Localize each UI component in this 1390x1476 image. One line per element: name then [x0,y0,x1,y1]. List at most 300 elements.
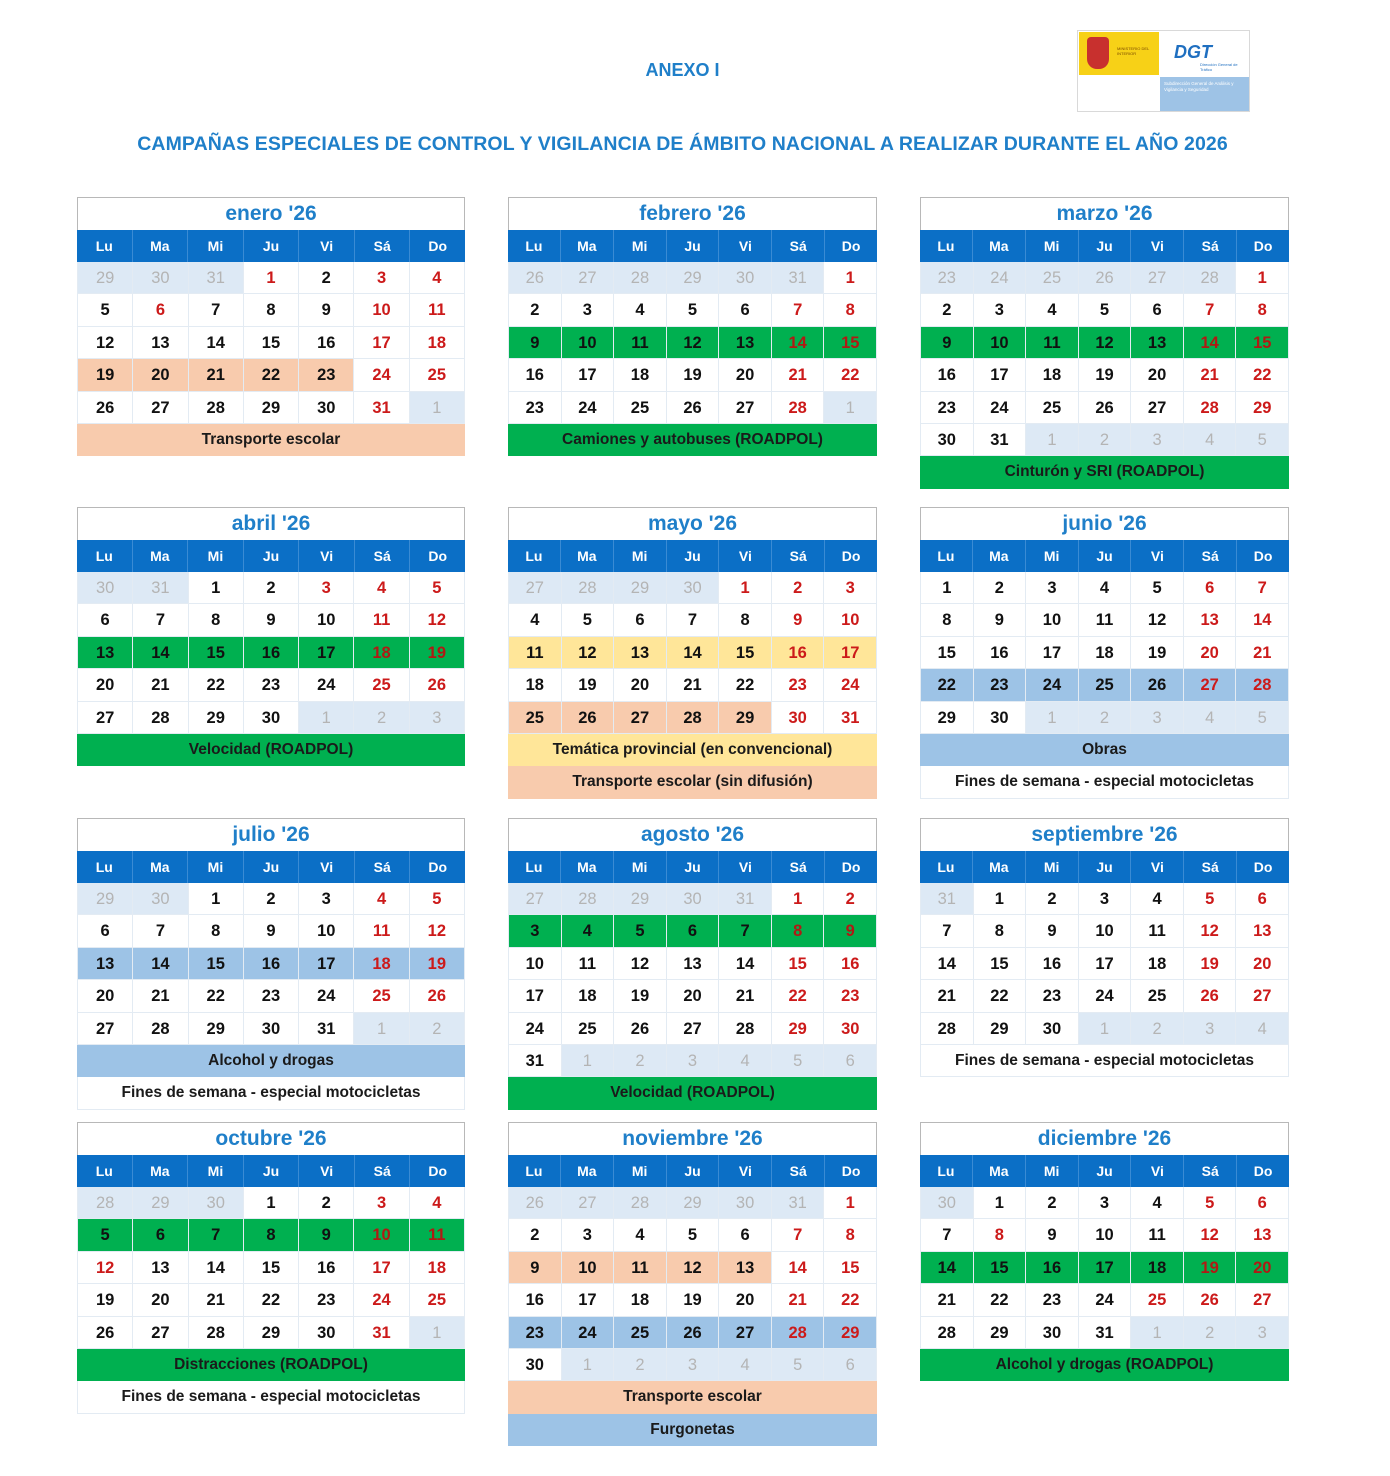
day-cell: 22 [921,669,974,701]
week-row [921,948,1288,980]
day-cell: 28 [1184,392,1237,424]
day-cell: 12 [1131,604,1184,636]
day-cell: 19 [1079,359,1132,391]
day-cell: 21 [772,1284,825,1316]
day-cell: 31 [133,572,188,604]
day-cell: 17 [354,1252,409,1284]
day-cell: 17 [1079,1252,1132,1284]
weekday-label: Ma [561,230,614,262]
day-cell: 23 [509,1317,562,1349]
day-cell: 2 [772,572,825,604]
day-cell: 11 [509,637,562,669]
week-row [921,702,1288,734]
day-cell: 4 [354,883,409,915]
day-cell: 19 [410,637,464,669]
day-cell: 21 [133,980,188,1012]
day-cell: 15 [189,637,244,669]
day-cell: 3 [562,1219,615,1251]
week-row [78,915,464,947]
day-cell: 6 [719,294,772,326]
day-cell: 18 [410,1252,464,1284]
day-cell: 15 [719,637,772,669]
day-cell: 15 [244,327,299,359]
day-cell: 7 [189,294,244,326]
day-cell: 9 [244,604,299,636]
day-grid [77,883,465,1045]
day-cell: 15 [974,948,1027,980]
month-calendar [508,507,877,799]
week-row [78,572,464,604]
day-cell: 26 [1079,262,1132,294]
day-cell: 27 [133,392,188,424]
month-calendar [920,197,1289,489]
campaign-legend: Fines de semana - especial motocicletas [77,1077,465,1109]
day-cell: 31 [189,262,244,294]
day-cell: 1 [974,883,1027,915]
day-cell: 21 [189,1284,244,1316]
month-title: diciembre '26 [920,1122,1289,1155]
day-grid [508,262,877,424]
day-cell: 3 [299,572,354,604]
spain-coat-of-arms-icon [1079,32,1159,75]
day-cell: 6 [133,1219,188,1251]
day-cell: 24 [562,392,615,424]
day-cell: 30 [772,702,825,734]
day-cell: 30 [299,392,354,424]
week-row [509,702,876,734]
day-cell: 16 [921,359,974,391]
day-cell: 26 [667,1317,720,1349]
day-cell: 27 [1236,1284,1288,1316]
day-cell: 22 [244,359,299,391]
campaign-legend: Transporte escolar (sin difusión) [508,766,877,798]
day-cell: 31 [509,1045,562,1077]
day-cell: 12 [1079,327,1132,359]
day-cell: 9 [509,1252,562,1284]
day-cell: 5 [667,294,720,326]
day-cell: 22 [244,1284,299,1316]
day-cell: 6 [614,604,667,636]
day-cell: 27 [667,1013,720,1045]
day-cell: 5 [1131,572,1184,604]
week-row [921,424,1288,456]
day-cell: 13 [614,637,667,669]
day-cell: 15 [244,1252,299,1284]
day-cell: 11 [614,1252,667,1284]
day-cell: 7 [667,604,720,636]
weekday-label: Do [428,859,448,875]
weekday-header [77,851,465,883]
day-cell: 11 [1131,1219,1184,1251]
day-cell: 11 [562,948,615,980]
day-cell: 7 [719,915,772,947]
day-cell: 9 [1026,1219,1079,1251]
day-cell: 17 [1079,948,1132,980]
day-cell: 3 [354,262,409,294]
day-cell: 29 [974,1013,1027,1045]
week-row [921,604,1288,636]
day-cell: 21 [921,1284,974,1316]
day-cell: 29 [921,702,974,734]
campaign-legend: Alcohol y drogas (ROADPOL) [920,1349,1289,1381]
day-cell: 22 [974,1284,1027,1316]
day-cell: 31 [974,424,1027,456]
month-title: octubre '26 [77,1122,465,1155]
weekday-label: Ma [973,230,1026,262]
day-cell: 24 [974,392,1027,424]
weekday-label: Ma [133,851,189,883]
day-cell: 14 [189,327,244,359]
weekday-label: Ju [1079,540,1132,572]
day-cell: 30 [667,572,720,604]
day-cell: 20 [1184,637,1237,669]
day-cell: 5 [562,604,615,636]
day-cell: 11 [410,1219,464,1251]
day-cell: 27 [78,1013,133,1045]
weekday-header [508,1155,877,1187]
day-cell: 23 [772,669,825,701]
day-cell: 11 [354,915,409,947]
day-cell: 6 [133,294,188,326]
weekday-label: Mi [1026,230,1079,262]
day-cell: 16 [299,327,354,359]
weekday-label: Sá [772,540,825,572]
weekday-label: Lu [77,540,133,572]
ministry-dgt-logo [1077,30,1250,112]
day-cell: 27 [719,1317,772,1349]
day-cell: 24 [974,262,1027,294]
day-cell: 25 [1079,669,1132,701]
day-cell: 29 [974,1317,1027,1349]
day-cell: 23 [244,980,299,1012]
ministry-label: MINISTERIO DEL INTERIOR [1117,46,1150,56]
subdirectorate-label: Subdirección General de Análisis y Vigilancia y Seguridad [1160,77,1249,111]
day-cell: 16 [974,637,1027,669]
day-cell: 1 [562,1045,615,1077]
day-cell: 28 [614,1187,667,1219]
day-cell: 30 [244,1013,299,1045]
weekday-header [77,540,465,572]
day-cell: 1 [772,883,825,915]
day-cell: 24 [1026,669,1079,701]
day-cell: 17 [824,637,876,669]
weekday-label: Ma [973,540,1026,572]
day-cell: 18 [509,669,562,701]
day-cell: 4 [719,1045,772,1077]
day-cell: 16 [244,637,299,669]
week-row [78,980,464,1012]
day-cell: 10 [299,604,354,636]
day-cell: 1 [354,1013,409,1045]
day-cell: 24 [824,669,876,701]
week-row [509,327,876,359]
day-cell: 3 [410,702,464,734]
week-row [78,883,464,915]
weekday-label: Ma [133,1155,189,1187]
day-cell: 25 [509,702,562,734]
day-cell: 19 [667,359,720,391]
day-cell: 3 [299,883,354,915]
day-cell: 12 [410,915,464,947]
weekday-label: Ju [1079,1155,1132,1187]
day-grid [77,572,465,734]
weekday-header [920,1155,1289,1187]
weekday-header [508,540,877,572]
day-cell: 7 [921,1219,974,1251]
week-row [78,1252,464,1284]
weekday-label: Ma [973,851,1026,883]
month-calendar [508,818,877,1110]
day-cell: 19 [1184,948,1237,980]
day-cell: 5 [772,1045,825,1077]
weekday-label: Sá [355,230,411,262]
day-cell: 13 [719,327,772,359]
day-cell: 27 [78,702,133,734]
day-cell: 29 [824,1317,876,1349]
day-cell: 11 [1026,327,1079,359]
day-cell: 8 [824,1219,876,1251]
day-cell: 29 [244,392,299,424]
weekday-label: Sá [1184,230,1237,262]
day-cell: 20 [133,1284,188,1316]
day-cell: 20 [1236,948,1288,980]
weekday-label: Vi [719,1155,772,1187]
day-cell: 8 [1236,294,1288,326]
day-cell: 11 [354,604,409,636]
weekday-label: Mi [1026,540,1079,572]
day-cell: 11 [410,294,464,326]
day-cell: 1 [1131,1317,1184,1349]
weekday-header [920,230,1289,262]
day-cell: 23 [824,980,876,1012]
weekday-label: Sá [772,230,825,262]
day-cell: 1 [921,572,974,604]
day-grid [77,1187,465,1349]
day-cell: 6 [1236,1187,1288,1219]
day-cell: 4 [354,572,409,604]
day-cell: 26 [1131,669,1184,701]
week-row [509,392,876,424]
weekday-label: Lu [508,230,561,262]
weekday-label: Ma [561,851,614,883]
day-cell: 28 [562,572,615,604]
day-cell: 29 [772,1013,825,1045]
day-cell: 29 [719,702,772,734]
day-cell: 1 [244,262,299,294]
day-cell: 1 [974,1187,1027,1219]
day-cell: 3 [974,294,1027,326]
weekday-header [508,851,877,883]
day-cell: 16 [1026,1252,1079,1284]
day-cell: 23 [299,1284,354,1316]
day-cell: 28 [1184,262,1237,294]
day-cell: 24 [354,359,409,391]
day-cell: 29 [244,1317,299,1349]
day-cell: 17 [299,948,354,980]
campaign-legend: Velocidad (ROADPOL) [77,734,465,766]
day-cell: 15 [1236,327,1288,359]
day-cell: 31 [1079,1317,1132,1349]
day-cell: 3 [509,915,562,947]
day-cell: 20 [719,359,772,391]
day-cell: 29 [614,883,667,915]
week-row [78,702,464,734]
day-cell: 15 [974,1252,1027,1284]
weekday-header [920,851,1289,883]
campaign-legend: Fines de semana - especial motocicletas [920,766,1289,798]
day-cell: 31 [824,702,876,734]
day-cell: 9 [299,1219,354,1251]
day-cell: 19 [410,948,464,980]
day-cell: 21 [667,669,720,701]
day-grid [508,883,877,1077]
day-cell: 26 [562,702,615,734]
day-cell: 2 [509,1219,562,1251]
day-cell: 22 [189,980,244,1012]
day-cell: 2 [614,1349,667,1381]
day-cell: 10 [1026,604,1079,636]
day-cell: 2 [244,883,299,915]
day-cell: 30 [719,262,772,294]
weekday-header [508,230,877,262]
week-row [78,294,464,326]
week-row [921,1187,1288,1219]
day-grid [920,262,1289,456]
weekday-label: Lu [920,540,973,572]
weekday-label: Lu [920,851,973,883]
day-cell: 25 [1026,262,1079,294]
day-cell: 25 [410,1284,464,1316]
week-row [921,669,1288,701]
day-cell: 14 [667,637,720,669]
day-cell: 7 [772,294,825,326]
day-cell: 4 [410,1187,464,1219]
week-row [509,1317,876,1349]
day-cell: 9 [509,327,562,359]
weekday-label: Vi [719,851,772,883]
day-cell: 8 [772,915,825,947]
weekday-label: Vi [299,851,355,883]
day-cell: 17 [509,980,562,1012]
day-cell: 16 [509,1284,562,1316]
weekday-label: Mi [188,230,244,262]
campaign-legend: Camiones y autobuses (ROADPOL) [508,424,877,456]
day-cell: 9 [974,604,1027,636]
day-cell: 2 [1026,1187,1079,1219]
week-row [509,1349,876,1381]
day-cell: 27 [1236,980,1288,1012]
week-row [78,1317,464,1349]
day-cell: 27 [133,1317,188,1349]
week-row [78,1187,464,1219]
day-cell: 30 [133,262,188,294]
week-row [921,392,1288,424]
week-row [509,572,876,604]
week-row [78,604,464,636]
day-cell: 2 [824,883,876,915]
day-cell: 4 [614,294,667,326]
day-cell: 18 [410,327,464,359]
day-cell: 2 [1131,1013,1184,1045]
day-cell: 21 [719,980,772,1012]
day-cell: 5 [78,294,133,326]
week-row [509,1219,876,1251]
weekday-label: Sá [1184,1155,1237,1187]
day-cell: 5 [1236,424,1288,456]
week-row [78,637,464,669]
day-cell: 14 [772,327,825,359]
day-cell: 18 [354,637,409,669]
day-cell: 4 [509,604,562,636]
day-cell: 12 [78,1252,133,1284]
week-row [921,883,1288,915]
day-cell: 2 [244,572,299,604]
weekday-label: Mi [1026,851,1079,883]
day-cell: 24 [1079,980,1132,1012]
day-cell: 7 [1184,294,1237,326]
day-cell: 26 [78,1317,133,1349]
day-cell: 24 [299,669,354,701]
day-cell: 29 [614,572,667,604]
day-cell: 10 [509,948,562,980]
day-cell: 5 [1079,294,1132,326]
day-cell: 16 [244,948,299,980]
day-cell: 23 [974,669,1027,701]
day-cell: 16 [509,359,562,391]
day-cell: 24 [562,1317,615,1349]
day-cell: 13 [133,327,188,359]
weekday-label: Vi [719,230,772,262]
day-cell: 26 [1184,1284,1237,1316]
campaign-legend: Transporte escolar [508,1381,877,1413]
week-row [921,980,1288,1012]
day-cell: 15 [824,327,876,359]
day-cell: 6 [824,1045,876,1077]
day-cell: 13 [667,948,720,980]
day-cell: 22 [1236,359,1288,391]
week-row [921,262,1288,294]
month-calendar [77,507,465,766]
day-cell: 17 [974,359,1027,391]
day-cell: 28 [189,1317,244,1349]
day-cell: 13 [78,948,133,980]
day-cell: 17 [562,359,615,391]
weekday-label: Ju [667,540,720,572]
day-cell: 5 [667,1219,720,1251]
weekday-label: Mi [614,851,667,883]
dgt-logo-icon [1160,32,1249,75]
day-cell: 3 [667,1349,720,1381]
day-cell: 2 [509,294,562,326]
day-cell: 10 [562,327,615,359]
day-cell: 5 [614,915,667,947]
day-cell: 10 [354,294,409,326]
day-cell: 13 [719,1252,772,1284]
day-cell: 21 [921,980,974,1012]
day-cell: 1 [189,883,244,915]
day-cell: 9 [824,915,876,947]
weekday-label: Do [1253,859,1273,875]
day-cell: 6 [1236,883,1288,915]
day-cell: 17 [354,327,409,359]
day-cell: 23 [244,669,299,701]
day-cell: 25 [354,980,409,1012]
day-cell: 17 [1026,637,1079,669]
day-cell: 26 [78,392,133,424]
day-cell: 27 [1131,262,1184,294]
day-cell: 1 [1026,424,1079,456]
day-cell: 8 [921,604,974,636]
